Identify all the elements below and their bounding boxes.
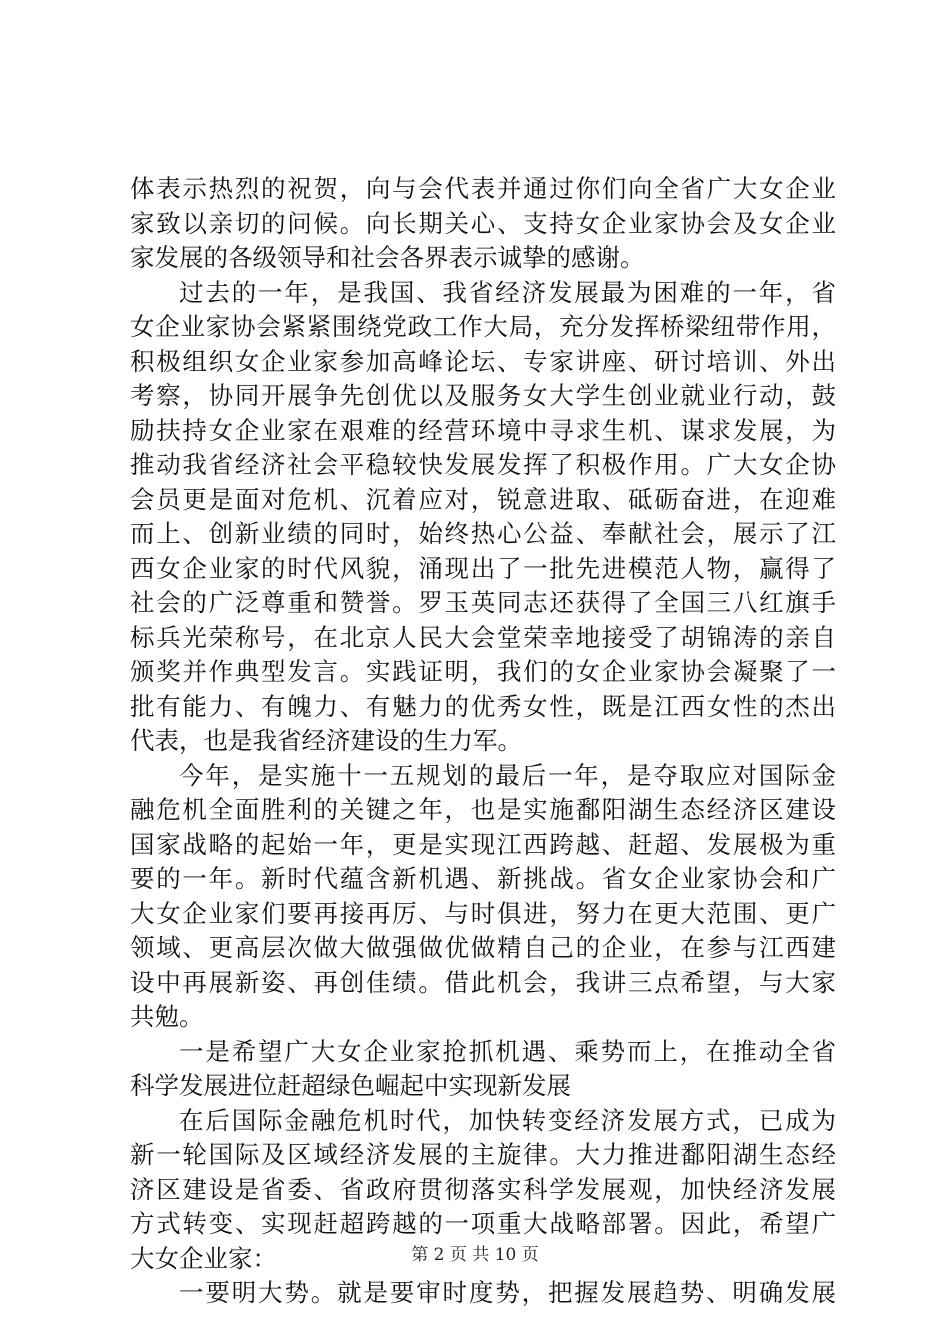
page-number-label: 第 2 页 共 10 页 xyxy=(411,1245,539,1265)
text-line: 标兵光荣称号，在北京人民大会堂荣幸地接受了胡锦涛的亲自 xyxy=(130,622,836,652)
text-line: 一要明大势。就是要审时度势，把握发展趋势、明确发展 xyxy=(179,1278,836,1307)
text-line: 代表，也是我省经济建设的生力军。 xyxy=(130,726,522,755)
text-line: 科学发展进位赶超绿色崛起中实现新发展 xyxy=(130,1071,571,1100)
text-line: 一是希望广大女企业家抢抓机遇、乘势而上，在推动全省 xyxy=(179,1036,836,1066)
text-line: 领域、更高层次做大做强做优做精自己的企业，在参与江西建 xyxy=(130,933,836,962)
text-line: 推动我省经济社会平稳较快发展发挥了积极作用。广大女企协 xyxy=(130,450,836,479)
text-line: 今年，是实施十一五规划的最后一年，是夺取应对国际金 xyxy=(179,760,836,790)
text-line: 西女企业家的时代风貌，涌现出了一批先进模范人物，赢得了 xyxy=(130,553,836,583)
text-line: 积极组织女企业家参加高峰论坛、专家讲座、研讨培训、外出 xyxy=(130,346,836,376)
text-line: 家发展的各级领导和社会各界表示诚挚的感谢。 xyxy=(130,243,645,272)
text-line: 会员更是面对危机、沉着应对，锐意进取、砥砺奋进，在迎难 xyxy=(130,484,836,514)
page-footer xyxy=(0,1244,950,1266)
text-line: 新一轮国际及区域经济发展的主旋律。大力推进鄱阳湖生态经 xyxy=(130,1140,836,1169)
text-line: 励扶持女企业家在艰难的经营环境中寻求生机、谋求发展，为 xyxy=(130,415,836,445)
text-line: 社会的广泛尊重和赞誉。罗玉英同志还获得了全国三八红旗手 xyxy=(130,588,836,617)
text-line: 设中再展新姿、再创佳绩。借此机会，我讲三点希望，与大家 xyxy=(130,967,836,997)
text-line: 大女企业家们要再接再厉、与时俱进，努力在更大范围、更广 xyxy=(130,898,836,928)
text-line: 过去的一年，是我国、我省经济发展最为困难的一年，省 xyxy=(179,277,836,307)
text-line: 融危机全面胜利的关键之年，也是实施鄱阳湖生态经济区建设 xyxy=(130,795,836,824)
document-body xyxy=(130,172,836,1311)
text-line: 考察，协同开展争先创优以及服务女大学生创业就业行动，鼓 xyxy=(130,381,836,410)
text-line: 共勉。 xyxy=(130,1002,204,1031)
text-line: 济区建设是省委、省政府贯彻落实科学发展观，加快经济发展 xyxy=(130,1174,836,1204)
text-line: 要的一年。新时代蕴含新机遇、新挑战。省女企业家协会和广 xyxy=(130,864,836,893)
text-line: 批有能力、有魄力、有魅力的优秀女性，既是江西女性的杰出 xyxy=(130,691,836,721)
text-line: 方式转变、实现赶超跨越的一项重大战略部署。因此，希望广 xyxy=(130,1209,836,1238)
text-line: 家致以亲切的问候。向长期关心、支持女企业家协会及女企业 xyxy=(130,208,836,238)
text-line: 颁奖并作典型发言。实践证明，我们的女企业家协会凝聚了一 xyxy=(130,657,836,686)
text-line: 大女企业家： xyxy=(130,1243,277,1273)
text-line: 而上、创新业绩的同时，始终热心公益、奉献社会，展示了江 xyxy=(130,519,836,548)
text-line: 国家战略的起始一年，更是实现江西跨越、赶超、发展极为重 xyxy=(130,829,836,859)
text-line: 女企业家协会紧紧围绕党政工作大局，充分发挥桥梁纽带作用， xyxy=(130,312,836,341)
text-line: 体表示热烈的祝贺，向与会代表并通过你们向全省广大女企业 xyxy=(130,174,836,203)
text-line: 在后国际金融危机时代，加快转变经济发展方式，已成为 xyxy=(179,1105,836,1135)
